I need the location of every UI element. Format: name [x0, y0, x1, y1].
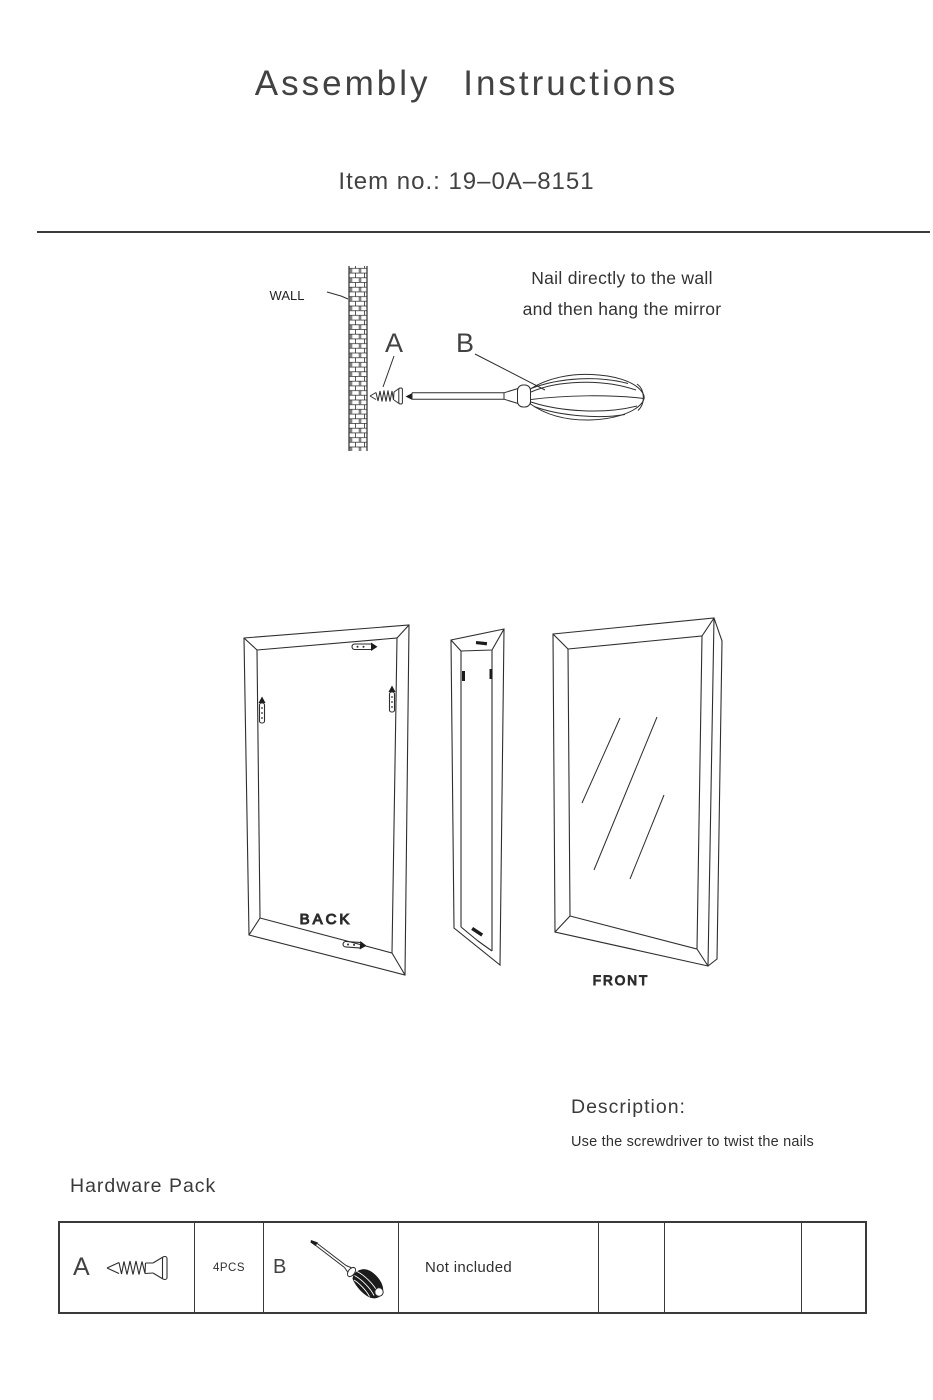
- mirror-reflection-lines: [582, 717, 664, 879]
- hardware-item-a-label: A: [73, 1253, 90, 1281]
- item-number: Item no.: 19–0A–8151: [338, 168, 595, 195]
- back-view-label: BACK: [299, 911, 353, 928]
- hardware-cell-b: [264, 1223, 399, 1312]
- part-b-callout: B: [455, 328, 475, 358]
- hardware-cell-note: [399, 1223, 599, 1312]
- side-hanger-top: [476, 641, 487, 645]
- part-a-leader-line: [383, 356, 394, 387]
- screw-icon: [104, 1254, 176, 1282]
- brick-wall: [349, 266, 367, 451]
- side-hanger-right: [490, 669, 493, 679]
- hardware-item-b-note: Not included: [425, 1259, 512, 1276]
- description-heading: Description:: [571, 1096, 686, 1118]
- hardware-cell-empty-3: [802, 1223, 865, 1312]
- part-b-leader-line: [475, 354, 545, 390]
- hanger-bracket-bottom: [343, 940, 367, 950]
- screw-icon: [370, 388, 402, 404]
- mirror-side-view: [451, 629, 504, 965]
- hardware-cell-empty-2: [665, 1223, 802, 1312]
- screwdriver-icon: [292, 1233, 384, 1303]
- side-hanger-bottom: [471, 927, 483, 936]
- hardware-cell-qty-a: [195, 1223, 264, 1312]
- hanger-bracket-top: [352, 643, 378, 652]
- hardware-item-b-label: B: [273, 1256, 287, 1278]
- hardware-cell-empty-1: [599, 1223, 665, 1312]
- description-text: Use the screwdriver to twist the nails: [571, 1134, 814, 1150]
- screwdriver-icon: [406, 374, 645, 420]
- divider-line: [37, 231, 930, 233]
- mirror-views-diagram: [235, 608, 740, 996]
- mirror-front-view: [553, 618, 722, 988]
- wall-label: WALL: [269, 288, 305, 303]
- hardware-pack-heading: Hardware Pack: [70, 1175, 217, 1197]
- instruction-line-2: and then hang the mirror: [522, 299, 722, 319]
- page-title: Assembly Instructions: [254, 64, 679, 103]
- wall-leader-line: [327, 292, 348, 299]
- front-view-label: FRONT: [592, 973, 650, 988]
- instruction-line-1: Nail directly to the wall: [531, 268, 713, 288]
- part-a-callout: A: [384, 328, 404, 358]
- hardware-item-a-qty: 4PCS: [212, 1261, 246, 1274]
- hardware-pack-table: [58, 1221, 867, 1314]
- side-hanger-left: [462, 671, 465, 681]
- hanger-bracket-left: [259, 697, 266, 724]
- hardware-cell-a: [60, 1223, 195, 1312]
- mirror-back-view: [244, 625, 409, 975]
- hanger-bracket-right: [389, 686, 396, 713]
